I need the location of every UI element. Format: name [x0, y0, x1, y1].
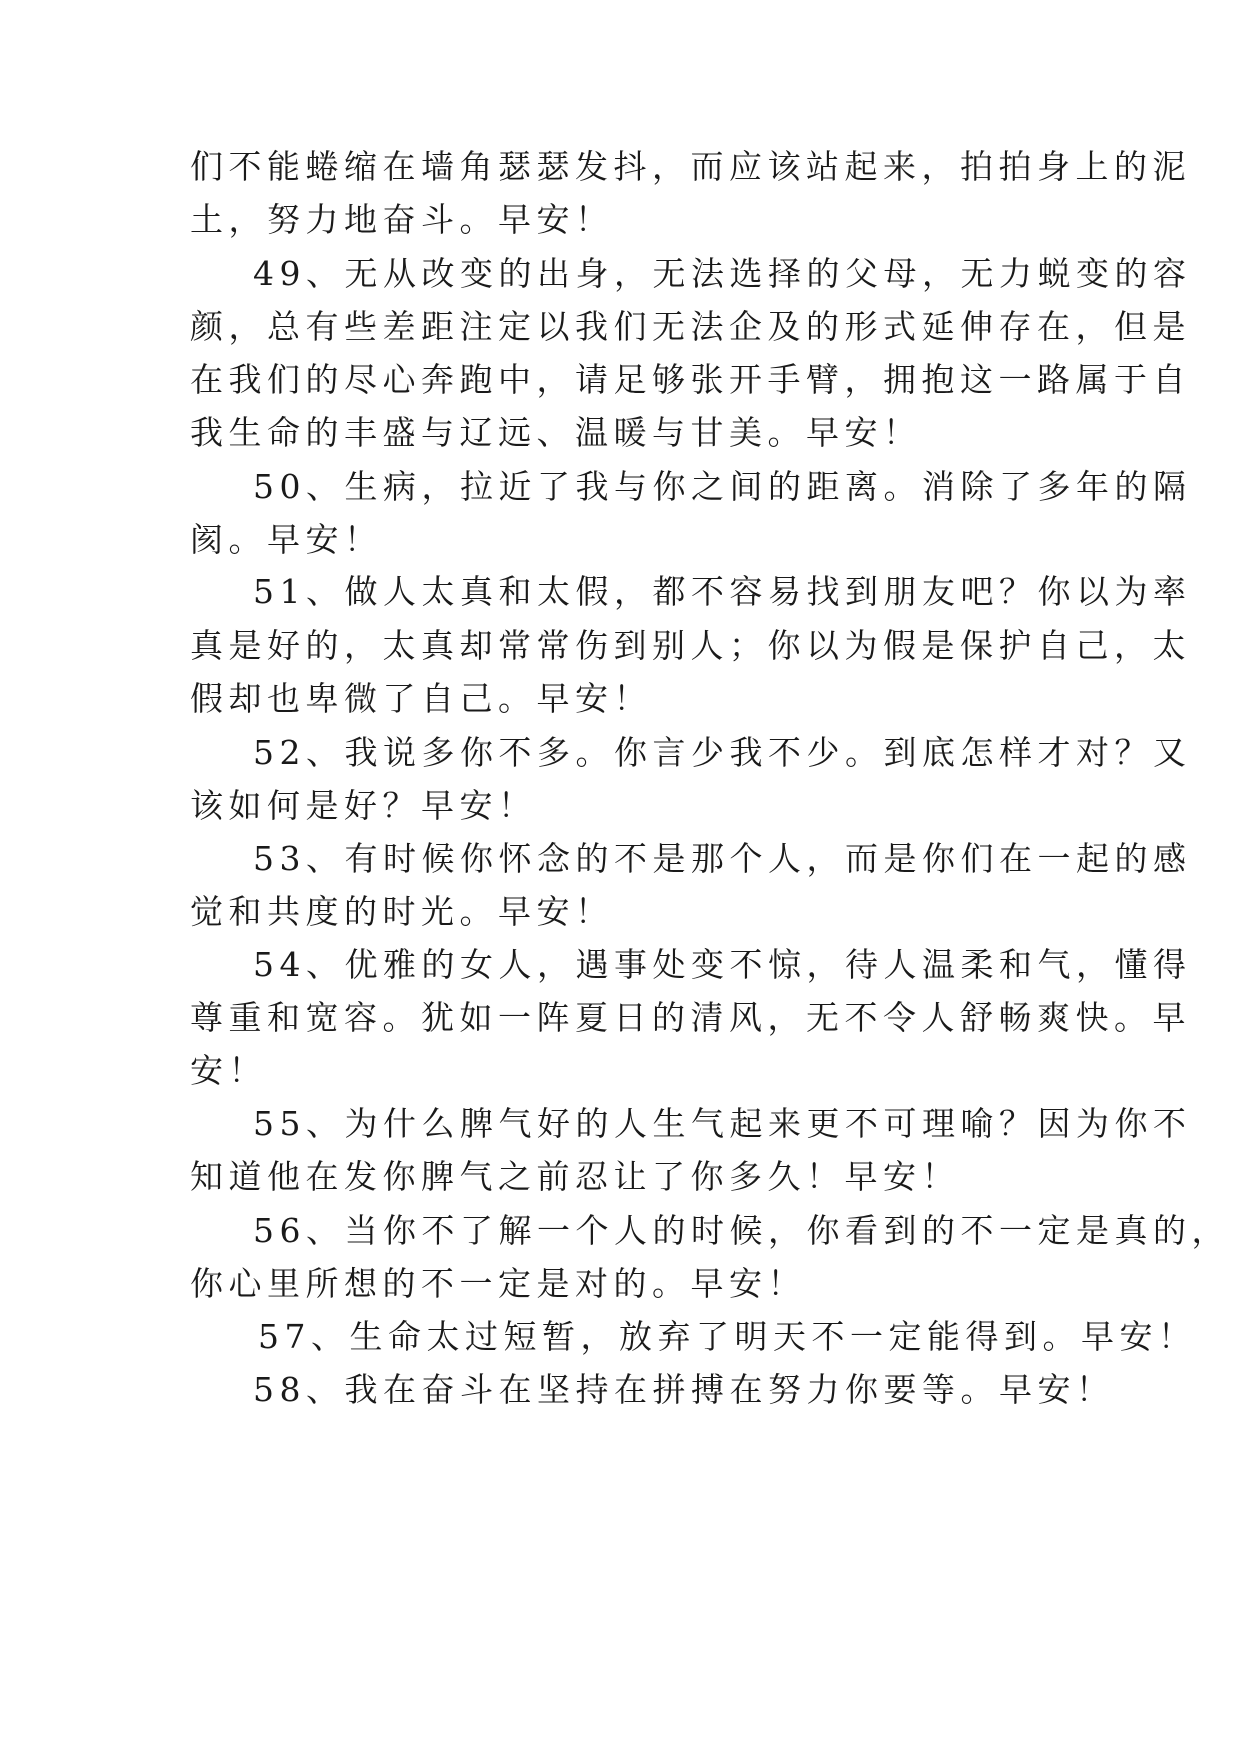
text-line: 土，努力地奋斗。早安！ [190, 200, 614, 239]
entry-49-first-line: 49、无从改变的出身，无法选择的父母，无力蜕变的容 [253, 254, 1192, 293]
entry-56-first-line: 56、当你不了解一个人的时候，你看到的不一定是真的， [253, 1211, 1230, 1250]
text-line: 假却也卑微了自己。早安！ [190, 679, 652, 718]
entry-54-first-line: 54、优雅的女人，遇事处变不惊，待人温柔和气，懂得 [253, 945, 1192, 984]
entry-52-first-line: 52、我说多你不多。你言少我不少。到底怎样才对？又 [253, 733, 1192, 772]
text-line: 们不能蜷缩在墙角瑟瑟发抖，而应该站起来，拍拍身上的泥 [190, 147, 1191, 186]
text-line: 安！ [190, 1051, 267, 1090]
entry-58-line: 58、我在奋斗在坚持在拼搏在努力你要等。早安！ [253, 1370, 1115, 1409]
text-line: 觉和共度的时光。早安！ [190, 892, 614, 931]
text-line: 阂。早安！ [190, 520, 383, 559]
text-line: 你心里所想的不一定是对的。早安！ [190, 1264, 806, 1303]
text-line: 该如何是好？早安！ [190, 786, 537, 825]
entry-53-first-line: 53、有时候你怀念的不是那个人，而是你们在一起的感 [253, 839, 1192, 878]
entry-55-first-line: 55、为什么脾气好的人生气起来更不可理喻？因为你不 [253, 1104, 1192, 1143]
text-line: 我生命的丰盛与辽远、温暖与甘美。早安！ [190, 413, 922, 452]
text-line: 在我们的尽心奔跑中，请足够张开手臂，拥抱这一路属于自 [190, 360, 1191, 399]
entry-50-first-line: 50、生病，拉近了我与你之间的距离。消除了多年的隔 [253, 467, 1192, 506]
text-line: 真是好的，太真却常常伤到别人；你以为假是保护自己，太 [190, 626, 1191, 665]
text-line: 知道他在发你脾气之前忍让了你多久！早安！ [190, 1157, 960, 1196]
text-line: 尊重和宽容。犹如一阵夏日的清风，无不令人舒畅爽快。早 [190, 998, 1191, 1037]
text-line: 颜，总有些差距注定以我们无法企及的形式延伸存在，但是 [190, 307, 1191, 346]
entry-51-first-line: 51、做人太真和太假，都不容易找到朋友吧？你以为率 [253, 572, 1192, 611]
entry-57-line: 57、生命太过短暂，放弃了明天不一定能得到。早安！ [258, 1317, 1197, 1356]
